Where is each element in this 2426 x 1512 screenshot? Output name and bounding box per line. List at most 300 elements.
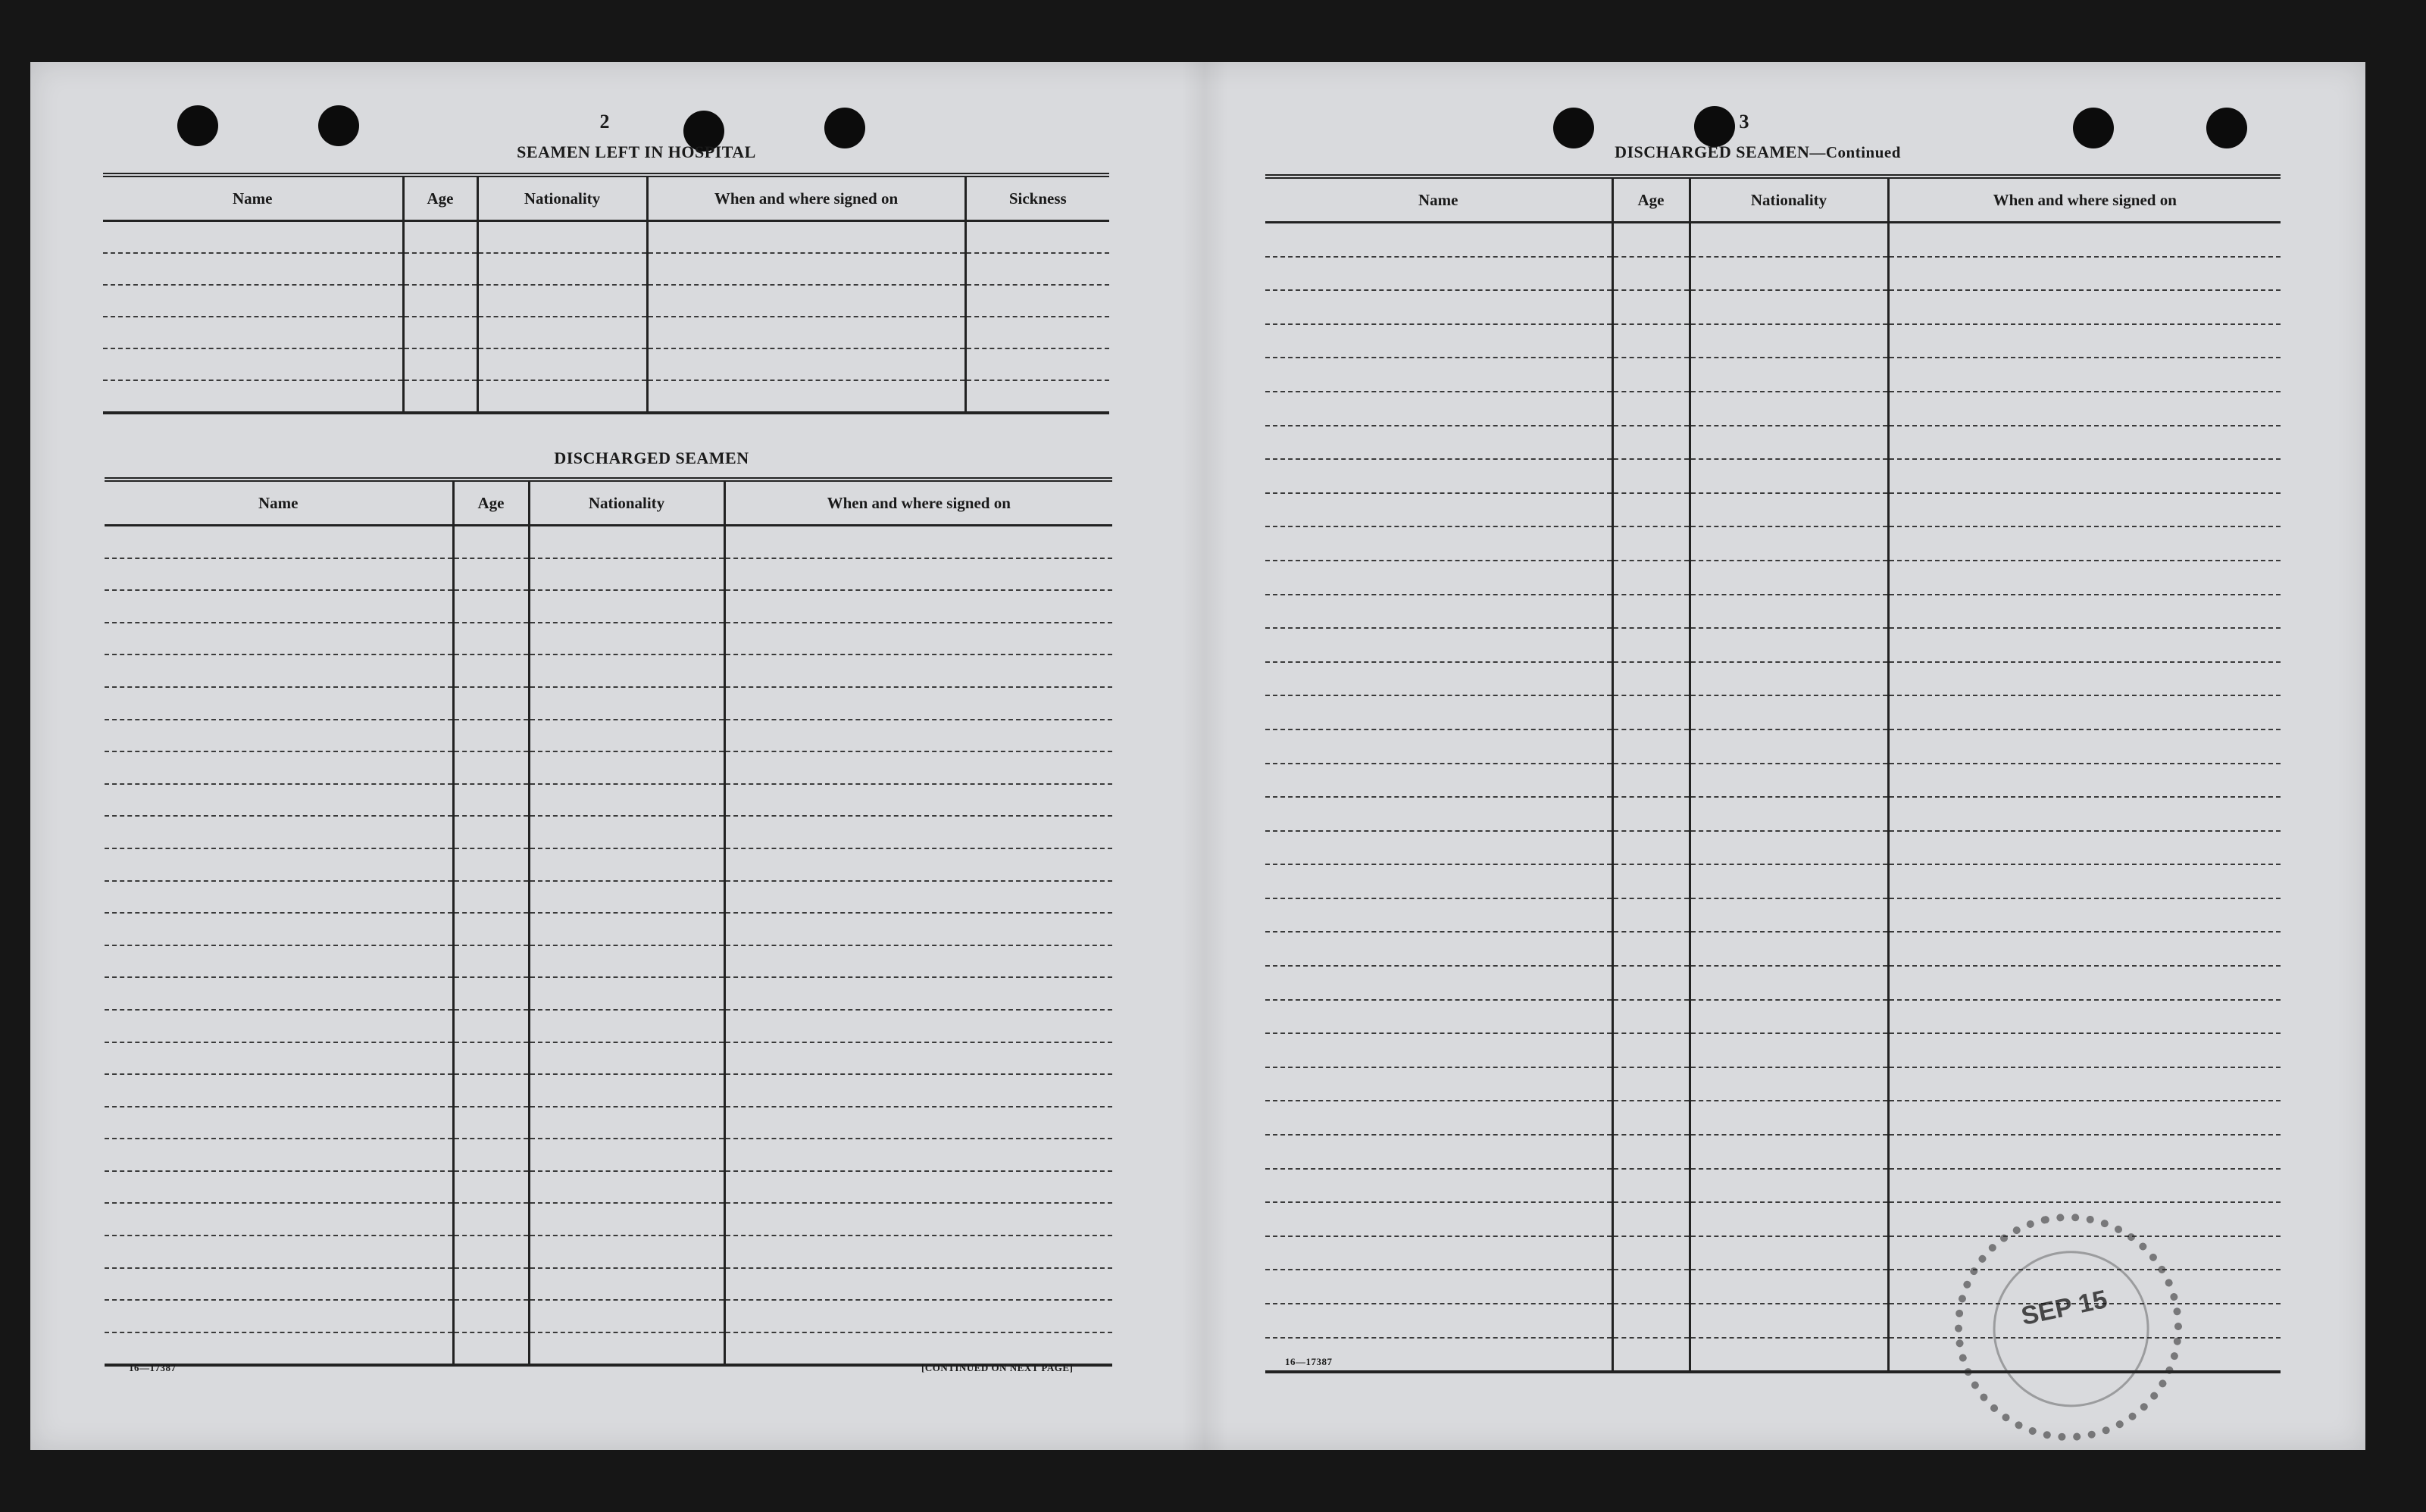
blank-cell	[1690, 1067, 1888, 1101]
column-header-name: Name	[103, 175, 403, 221]
blank-cell	[105, 945, 453, 978]
table-row	[1265, 358, 2281, 392]
blank-cell	[105, 623, 453, 655]
blank-cell	[529, 751, 724, 784]
table-row	[1265, 595, 2281, 629]
column-header-when-and-where-signed-on: When and where signed on	[724, 480, 1112, 526]
blank-cell	[453, 881, 529, 914]
table-row	[1265, 392, 2281, 426]
continued-rows	[1265, 223, 2281, 1373]
blank-cell	[1690, 392, 1888, 426]
blank-cell	[1612, 459, 1690, 493]
table-row	[105, 526, 1112, 558]
blank-cell	[105, 881, 453, 914]
blank-cell	[1888, 290, 2281, 324]
table-row	[105, 784, 1112, 817]
blank-cell	[1612, 257, 1690, 291]
blank-cell	[1690, 662, 1888, 696]
table-row	[1265, 1067, 2281, 1101]
blank-cell	[1690, 1202, 1888, 1236]
blank-cell	[529, 881, 724, 914]
blank-cell	[1612, 831, 1690, 865]
blank-cell	[105, 751, 453, 784]
blank-cell	[105, 1203, 453, 1236]
blank-cell	[1888, 561, 2281, 595]
blank-cell	[1690, 1000, 1888, 1034]
discharged-rows	[105, 526, 1112, 1366]
blank-cell	[477, 221, 647, 254]
right-form-number: 16—17387	[1285, 1356, 1333, 1367]
table-row	[1265, 831, 2281, 865]
table-row	[1265, 561, 2281, 595]
blank-cell	[1265, 459, 1612, 493]
blank-cell	[1265, 729, 1612, 764]
punch-hole	[318, 105, 359, 146]
blank-cell	[403, 285, 477, 317]
blank-cell	[1888, 1067, 2281, 1101]
blank-cell	[1888, 898, 2281, 933]
table-row	[105, 751, 1112, 784]
blank-cell	[105, 1042, 453, 1075]
blank-cell	[1888, 392, 2281, 426]
blank-cell	[1888, 595, 2281, 629]
table-row	[103, 285, 1109, 317]
blank-cell	[1612, 1202, 1690, 1236]
blank-cell	[1690, 898, 1888, 933]
blank-cell	[1888, 1000, 2281, 1034]
blank-cell	[1265, 764, 1612, 798]
blank-cell	[1690, 459, 1888, 493]
blank-cell	[529, 623, 724, 655]
left-form-number: 16—17387	[129, 1362, 177, 1373]
blank-cell	[1690, 324, 1888, 358]
blank-cell	[1265, 864, 1612, 898]
blank-cell	[1690, 257, 1888, 291]
blank-cell	[1612, 1338, 1690, 1373]
blank-cell	[105, 913, 453, 945]
blank-cell	[1690, 1338, 1888, 1373]
blank-cell	[1612, 426, 1690, 460]
continued-header-row	[1265, 177, 2281, 223]
blank-cell	[453, 1268, 529, 1301]
blank-cell	[1888, 966, 2281, 1000]
blank-cell	[1690, 1270, 1888, 1304]
blank-cell	[1888, 257, 2281, 291]
table-row	[1265, 729, 2281, 764]
blank-cell	[1612, 1135, 1690, 1169]
blank-cell	[1690, 695, 1888, 729]
blank-cell	[724, 816, 1112, 848]
blank-cell	[1690, 864, 1888, 898]
column-header-age: Age	[403, 175, 477, 221]
hospital-section-title: SEAMEN LEFT IN HOSPITAL	[517, 142, 756, 161]
blank-cell	[1690, 290, 1888, 324]
column-header-nationality: Nationality	[477, 175, 647, 221]
blank-cell	[529, 526, 724, 558]
blank-cell	[1690, 1033, 1888, 1067]
discharged-continued-title-suffix: —Continued	[1809, 143, 1901, 161]
blank-cell	[453, 1042, 529, 1075]
blank-cell	[1265, 1304, 1612, 1338]
blank-cell	[1888, 1033, 2281, 1067]
blank-cell	[1265, 831, 1612, 865]
continued-note: [CONTINUED ON NEXT PAGE]	[921, 1362, 1074, 1373]
blank-cell	[724, 558, 1112, 591]
blank-cell	[403, 253, 477, 285]
blank-cell	[103, 317, 403, 348]
blank-cell	[103, 221, 403, 254]
blank-cell	[1888, 831, 2281, 865]
blank-cell	[1265, 695, 1612, 729]
column-header-sickness: Sickness	[965, 175, 1109, 221]
hospital-table	[103, 173, 1109, 414]
blank-cell	[724, 1300, 1112, 1332]
blank-cell	[1690, 831, 1888, 865]
table-row	[105, 816, 1112, 848]
blank-cell	[453, 1010, 529, 1042]
blank-cell	[453, 977, 529, 1010]
blank-cell	[529, 1268, 724, 1301]
blank-cell	[1612, 223, 1690, 257]
column-header-nationality: Nationality	[529, 480, 724, 526]
table-row	[105, 590, 1112, 623]
table-row	[105, 945, 1112, 978]
table-row	[105, 1203, 1112, 1236]
column-header-when-and-where-signed-on: When and where signed on	[1888, 177, 2281, 223]
blank-cell	[1265, 932, 1612, 966]
blank-cell	[647, 317, 965, 348]
blank-cell	[965, 317, 1109, 348]
table-row	[1265, 864, 2281, 898]
blank-cell	[1690, 561, 1888, 595]
column-header-age: Age	[1612, 177, 1690, 223]
blank-cell	[1690, 493, 1888, 527]
table-row	[1265, 1169, 2281, 1203]
blank-cell	[1612, 864, 1690, 898]
blank-cell	[1888, 426, 2281, 460]
table-row	[1265, 1135, 2281, 1169]
blank-cell	[1612, 966, 1690, 1000]
blank-cell	[1265, 1202, 1612, 1236]
blank-cell	[529, 977, 724, 1010]
blank-cell	[453, 1236, 529, 1268]
blank-cell	[453, 1107, 529, 1139]
blank-cell	[1690, 1304, 1888, 1338]
blank-cell	[724, 751, 1112, 784]
table-row	[1265, 695, 2281, 729]
blank-cell	[724, 1203, 1112, 1236]
table-row	[105, 1042, 1112, 1075]
blank-cell	[403, 317, 477, 348]
blank-cell	[1888, 493, 2281, 527]
blank-cell	[477, 285, 647, 317]
blank-cell	[1265, 493, 1612, 527]
table-row	[105, 1300, 1112, 1332]
discharged-continued-table	[1265, 174, 2281, 1373]
blank-cell	[529, 1332, 724, 1366]
column-header-when-and-where-signed-on: When and where signed on	[647, 175, 965, 221]
page-gutter	[1182, 62, 1227, 1450]
blank-cell	[477, 380, 647, 413]
discharged-continued-title-main: DISCHARGED SEAMEN	[1615, 142, 1810, 161]
table-row	[1265, 764, 2281, 798]
blank-cell	[1612, 1101, 1690, 1135]
blank-cell	[1612, 1000, 1690, 1034]
blank-cell	[965, 285, 1109, 317]
blank-cell	[1888, 662, 2281, 696]
left-page-number: 2	[599, 111, 610, 133]
table-row	[1265, 459, 2281, 493]
blank-cell	[1265, 358, 1612, 392]
discharged-section-title: DISCHARGED SEAMEN	[554, 448, 749, 467]
table-row	[103, 380, 1109, 413]
blank-cell	[529, 654, 724, 687]
blank-cell	[105, 1139, 453, 1171]
blank-cell	[1690, 595, 1888, 629]
blank-cell	[529, 720, 724, 752]
blank-cell	[724, 1042, 1112, 1075]
table-row	[105, 977, 1112, 1010]
blank-cell	[105, 654, 453, 687]
blank-cell	[1888, 223, 2281, 257]
blank-cell	[105, 558, 453, 591]
blank-cell	[403, 221, 477, 254]
blank-cell	[453, 945, 529, 978]
blank-cell	[724, 526, 1112, 558]
blank-cell	[1612, 561, 1690, 595]
blank-cell	[1690, 1101, 1888, 1135]
blank-cell	[529, 1010, 724, 1042]
blank-cell	[103, 348, 403, 380]
blank-cell	[1690, 1135, 1888, 1169]
table-row	[105, 1332, 1112, 1366]
blank-cell	[1265, 797, 1612, 831]
hospital-rows	[103, 221, 1109, 414]
blank-cell	[453, 1139, 529, 1171]
table-row	[1265, 628, 2281, 662]
blank-cell	[1690, 729, 1888, 764]
blank-cell	[1612, 392, 1690, 426]
blank-cell	[105, 1236, 453, 1268]
right-page-number: 3	[1739, 111, 1749, 133]
blank-cell	[1690, 1169, 1888, 1203]
table-row	[103, 253, 1109, 285]
blank-cell	[1690, 1236, 1888, 1270]
blank-cell	[1265, 324, 1612, 358]
blank-cell	[1612, 493, 1690, 527]
blank-cell	[1690, 797, 1888, 831]
blank-cell	[453, 623, 529, 655]
blank-cell	[453, 720, 529, 752]
blank-cell	[103, 285, 403, 317]
table-row	[1265, 426, 2281, 460]
table-row	[105, 1074, 1112, 1107]
blank-cell	[1612, 764, 1690, 798]
blank-cell	[453, 751, 529, 784]
blank-cell	[1265, 426, 1612, 460]
blank-cell	[1265, 1067, 1612, 1101]
blank-cell	[724, 1074, 1112, 1107]
blank-cell	[1265, 966, 1612, 1000]
blank-cell	[647, 348, 965, 380]
blank-cell	[724, 590, 1112, 623]
blank-cell	[724, 977, 1112, 1010]
blank-cell	[1888, 526, 2281, 561]
table-row	[103, 317, 1109, 348]
blank-cell	[1690, 764, 1888, 798]
blank-cell	[1265, 1270, 1612, 1304]
table-row	[1265, 1033, 2281, 1067]
blank-cell	[1612, 358, 1690, 392]
blank-cell	[724, 913, 1112, 945]
table-row	[105, 720, 1112, 752]
blank-cell	[965, 380, 1109, 413]
blank-cell	[1888, 695, 2281, 729]
blank-cell	[105, 590, 453, 623]
column-header-nationality: Nationality	[1690, 177, 1888, 223]
blank-cell	[105, 1010, 453, 1042]
table-row	[105, 1236, 1112, 1268]
blank-cell	[1612, 324, 1690, 358]
blank-cell	[724, 720, 1112, 752]
table-row	[105, 654, 1112, 687]
blank-cell	[1265, 1033, 1612, 1067]
blank-cell	[1265, 1169, 1612, 1203]
blank-cell	[1888, 864, 2281, 898]
blank-cell	[724, 1236, 1112, 1268]
blank-cell	[529, 558, 724, 591]
blank-cell	[647, 253, 965, 285]
blank-cell	[529, 1171, 724, 1204]
blank-cell	[724, 1107, 1112, 1139]
blank-cell	[1265, 290, 1612, 324]
blank-cell	[529, 1107, 724, 1139]
blank-cell	[529, 1203, 724, 1236]
blank-cell	[1265, 223, 1612, 257]
blank-cell	[403, 380, 477, 413]
blank-cell	[1612, 695, 1690, 729]
blank-cell	[1888, 358, 2281, 392]
blank-cell	[103, 253, 403, 285]
blank-cell	[453, 1171, 529, 1204]
blank-cell	[724, 623, 1112, 655]
blank-cell	[529, 1042, 724, 1075]
table-row	[1265, 493, 2281, 527]
blank-cell	[105, 720, 453, 752]
blank-cell	[105, 1268, 453, 1301]
blank-cell	[453, 848, 529, 881]
blank-cell	[529, 1139, 724, 1171]
blank-cell	[1888, 324, 2281, 358]
blank-cell	[529, 945, 724, 978]
column-header-name: Name	[1265, 177, 1612, 223]
table-row	[105, 848, 1112, 881]
blank-cell	[965, 253, 1109, 285]
blank-cell	[453, 1300, 529, 1332]
blank-cell	[1612, 1304, 1690, 1338]
blank-cell	[1690, 526, 1888, 561]
blank-cell	[453, 1203, 529, 1236]
column-header-age: Age	[453, 480, 529, 526]
table-row	[1265, 932, 2281, 966]
blank-cell	[724, 945, 1112, 978]
blank-cell	[724, 881, 1112, 914]
blank-cell	[529, 687, 724, 720]
blank-cell	[105, 1300, 453, 1332]
blank-cell	[647, 221, 965, 254]
blank-cell	[453, 526, 529, 558]
table-row	[105, 1107, 1112, 1139]
blank-cell	[529, 784, 724, 817]
blank-cell	[1612, 1033, 1690, 1067]
table-row	[105, 1139, 1112, 1171]
table-row	[105, 1171, 1112, 1204]
blank-cell	[724, 784, 1112, 817]
blank-cell	[1612, 526, 1690, 561]
blank-cell	[1888, 932, 2281, 966]
blank-cell	[453, 784, 529, 817]
blank-cell	[453, 1332, 529, 1366]
table-row	[1265, 966, 2281, 1000]
blank-cell	[724, 1332, 1112, 1366]
blank-cell	[105, 1171, 453, 1204]
blank-cell	[724, 1268, 1112, 1301]
blank-cell	[1265, 595, 1612, 629]
blank-cell	[105, 784, 453, 817]
table-row	[105, 687, 1112, 720]
blank-cell	[477, 348, 647, 380]
blank-cell	[724, 1171, 1112, 1204]
punch-hole	[2073, 108, 2114, 148]
blank-cell	[1888, 797, 2281, 831]
table-row	[1265, 1101, 2281, 1135]
blank-cell	[1612, 595, 1690, 629]
stamp-date: SEP 15	[2018, 1285, 2110, 1332]
blank-cell	[1612, 797, 1690, 831]
punch-hole	[2206, 108, 2247, 148]
blank-cell	[724, 687, 1112, 720]
table-row	[103, 348, 1109, 380]
discharged-table	[105, 477, 1112, 1367]
table-row	[1265, 662, 2281, 696]
blank-cell	[105, 1107, 453, 1139]
blank-cell	[105, 848, 453, 881]
hospital-header-row	[103, 175, 1109, 221]
table-row	[1265, 898, 2281, 933]
blank-cell	[477, 317, 647, 348]
table-row	[105, 1010, 1112, 1042]
blank-cell	[105, 687, 453, 720]
blank-cell	[1690, 966, 1888, 1000]
blank-cell	[1888, 764, 2281, 798]
blank-cell	[1888, 1169, 2281, 1203]
blank-cell	[105, 526, 453, 558]
blank-cell	[453, 913, 529, 945]
blank-cell	[1265, 1101, 1612, 1135]
blank-cell	[1265, 1236, 1612, 1270]
blank-cell	[1888, 729, 2281, 764]
blank-cell	[1690, 628, 1888, 662]
table-row	[1265, 223, 2281, 257]
blank-cell	[529, 816, 724, 848]
blank-cell	[1612, 628, 1690, 662]
blank-cell	[105, 816, 453, 848]
blank-cell	[1265, 257, 1612, 291]
blank-cell	[1265, 898, 1612, 933]
blank-cell	[529, 848, 724, 881]
blank-cell	[965, 221, 1109, 254]
blank-cell	[724, 1139, 1112, 1171]
